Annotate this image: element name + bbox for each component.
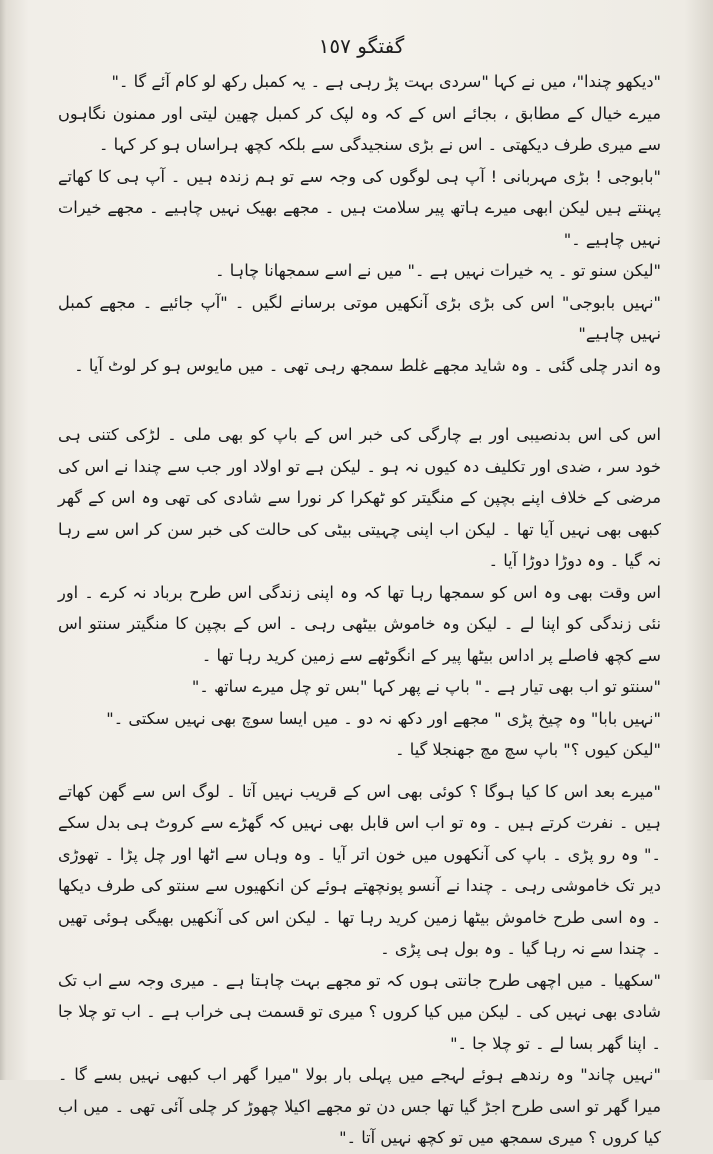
section-gap — [58, 766, 661, 776]
paragraph: اس وقت بھی وہ اس کو سمجھا رہا تھا کہ وہ اپنی زندگی اس طرح برباد نہ کرے ۔ اور نئی زندگی کو اپنا لے ۔ لیکن وہ خاموش بیٹھی رہی ۔ اس کے بچپن کا منگیتر سنتو اس سے کچھ فاصلے پر اداس بیٹھا پیر کے انگوٹھے سے زمین کرید رہا تھا ۔ — [58, 582, 661, 665]
paragraph: "سنتو تو اب بھی تیار ہے ۔" باپ نے پھر کہا "بس تو چل میرے ساتھ ۔" — [191, 677, 661, 696]
paragraph: "نہیں بابا" وہ چیخ پڑی " مجھے اور دکھ نہ دو ۔ میں ایسا سوچ بھی نہیں سکتی ۔" — [106, 708, 661, 728]
paragraph: "سکھیا ۔ میں اچھی طرح جانتی ہوں کہ تو مجھے بہت چاہتا ہے ۔ میری وجہ سے اب تک شادی بھی نہیں کی ۔ لیکن میں کیا کروں ؟ میری تو قسمت ہی خراب ہے ۔ اب تو چلا جا ۔ اپنا گھر بسا لے ۔ تو چلا جا ۔" — [58, 970, 661, 1053]
paragraph: "بابوجی ! بڑی مہربانی ! آپ ہی لوگوں کی وجہ سے تو ہم زندہ ہیں ۔ آپ ہی کا کھاتے پہنتے ہیں لیکن ابھی میرے ہاتھ پیر سلامت ہیں ۔ مجھے بھیک نہیں چاہیے ۔ مجھے خیرات نہیں چاہیے ۔" — [58, 166, 661, 249]
paragraph: "میرے بعد اس کا کیا ہوگا ؟ کوئی بھی اس کے قریب نہیں آتا ۔ لوگ اس سے گھن کھاتے ہیں ۔ نفرت کرتے ہیں ۔ وہ تو اب اس قابل بھی نہیں کہ گھڑے سے کروٹ ہی بدل سکے ۔" وہ رو پڑی ۔ باپ کی آنکھوں میں خون اتر آیا ۔ وہ وہاں سے اٹھا اور چل پڑا ۔ تھوڑی دیر تک خاموشی رہی ۔ چندا نے آنسو پونچھتے ہوئے کن انکھیوں سے سنتو کی طرف دیکھا ۔ وہ اسی طرح خاموش بیٹھا زمین کرید رہا تھا ۔ لیکن اس کی آنکھیں بھیگی ہوئی تھیں ۔ چندا سے نہ رہا گیا ۔ وہ بول ہی پڑی ۔ — [58, 781, 661, 958]
page-header — [0, 34, 713, 58]
chapter-title: گفتگو — [357, 34, 405, 58]
paragraph: "لیکن کیوں ؟" باپ سچ مچ جھنجلا گیا ۔ — [395, 740, 661, 759]
paragraph: میرے خیال کے مطابق ، بجائے اس کے کہ وہ لپک کر کمبل چھین لیتی اور ممنون نگاہوں سے میری طرف دیکھتی ۔ اس نے بڑی سنجیدگی سے بلکہ کچھ ہراساں ہو کر کہا ۔ — [58, 103, 661, 154]
paragraph: "دیکھو چندا"، میں نے کہا "سردی بہت پڑ رہی ہے ۔ یہ کمبل رکھ لو کام آئے گا ۔" — [111, 72, 661, 91]
page-number: ١٥٧ — [318, 34, 351, 58]
paragraph: "نہیں چاند" وہ رندھے ہوئے لہجے میں پہلی بار بولا "میرا گھر اب کبھی نہیں بسے گا ۔ میرا گھر تو اسی طرح اجڑ گیا تھا جس دن تو مجھے اکیلا چھوڑ کر چلی آئی تھی ۔ میں اب کیا کروں ؟ میری سمجھ میں تو کچھ نہیں آتا ۔" — [58, 1065, 661, 1147]
paragraph: "نہیں بابوجی" اس کی بڑی بڑی آنکھیں موتی برسانے لگیں ۔ "آپ جائیے ۔ مجھے کمبل نہیں چاہیے" — [58, 292, 661, 343]
paragraph: "لیکن سنو تو ۔ یہ خیرات نہیں ہے ۔" میں نے اسے سمجھانا چاہا ۔ — [215, 261, 661, 280]
page-body — [58, 66, 661, 1154]
paragraph: وہ اندر چلی گئی ۔ وہ شاید مجھے غلط سمجھ رہی تھی ۔ میں مایوس ہو کر لوٹ آیا ۔ — [74, 355, 661, 375]
section-gap — [58, 381, 661, 419]
paragraph: اس کی اس بدنصیبی اور بے چارگی کی خبر اس کے باپ کو بھی ملی ۔ لڑکی کتنی ہی خود سر ، ضدی اور تکلیف دہ کیوں نہ ہو ۔ لیکن ہے تو اولاد اور جب سے چندا نے اس کی مرضی کے خلاف اپنے بچپن کے منگیتر کو ٹھکرا کر نورا سے شادی کی تھی وہ اس کے گھر کبھی بھی نہیں آیا تھا ۔ لیکن اب اپنی چہیتی بیٹی کی حالت کی خبر سن کر اس سے رہا نہ گیا ۔ وہ دوڑا دوڑا آیا ۔ — [58, 425, 661, 570]
scan-edge-left — [0, 0, 6, 1080]
